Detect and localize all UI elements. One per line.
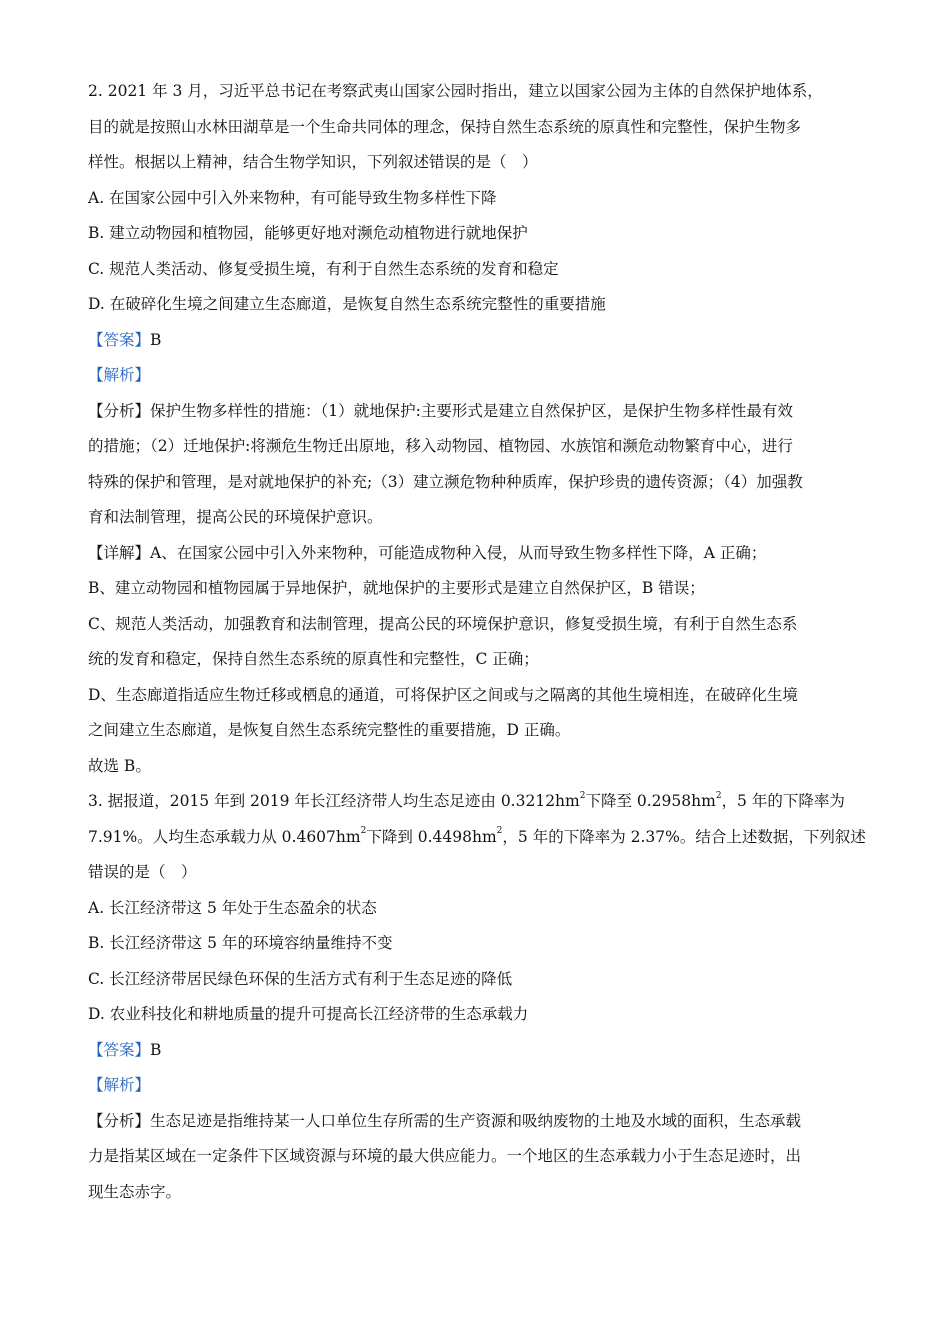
q2-fenxi-line-2: 的措施；（2）迁地保护:将濒危生物迁出原地，移入动物园、植物园、水族馆和濒危动物繁育中心，进行 bbox=[88, 437, 793, 455]
q2-detail-line-2: B、建立动物园和植物园属于异地保护，就地保护的主要形式是建立自然保护区，B 错误； bbox=[88, 579, 705, 597]
q3-stem-line-1 bbox=[88, 784, 868, 820]
q3-option-c: C. 长江经济带居民绿色环保的生活方式有利于生态足迹的降低 bbox=[88, 969, 513, 988]
q3-stem-2b: 下降到 0.4498hm bbox=[366, 827, 497, 846]
q3-option-d: D. 农业科技化和耕地质量的提升可提高长江经济带的生态承载力 bbox=[88, 1005, 529, 1023]
q2-answer bbox=[88, 323, 868, 359]
q3-sup: 2 bbox=[496, 826, 503, 837]
q3-sup: 2 bbox=[579, 790, 586, 801]
q2-option-a: A. 在国家公园中引入外来物种，有可能导致生物多样性下降 bbox=[88, 188, 497, 207]
q3-option-a: A. 长江经济带这 5 年处于生态盈余的状态 bbox=[88, 898, 377, 917]
q2-option-d: D. 在破碎化生境之间建立生态廊道，是恢复自然生态系统完整性的重要措施 bbox=[88, 295, 606, 313]
q3-fenxi-line-2: 力是指某区域在一定条件下区域资源与环境的最大供应能力。一个地区的生态承载力小于生态足迹时，出 bbox=[88, 1147, 802, 1165]
q2-fenxi-line-4: 育和法制管理，提高公民的环境保护意识。 bbox=[88, 508, 383, 526]
q2-stem-line-2: 目的就是按照山水林田湖草是一个生命共同体的理念，保持自然生态系统的原真性和完整性，保护生物多 bbox=[88, 117, 802, 136]
q2-detail-line-1: 【详解】A、在国家公园中引入外来物种，可能造成物种入侵，从而导致生物多样性下降，A 正确； bbox=[88, 543, 767, 562]
q2-analysis-tag: 【解析】 bbox=[88, 366, 151, 384]
q2-detail-line-6: 之间建立生态廊道，是恢复自然生态系统完整性的重要措施，D 正确。 bbox=[88, 721, 571, 739]
question-3 bbox=[88, 784, 868, 1210]
q3-stem-1a: 3. 据报道，2015 年到 2019 年长江经济带人均生态足迹由 0.3212hm bbox=[88, 792, 580, 810]
q2-option-b: B. 建立动物园和植物园，能够更好地对濒危动植物进行就地保护 bbox=[88, 224, 528, 242]
q2-stem-line-3: 样性。根据以上精神，结合生物学知识，下列叙述错误的是（ ） bbox=[88, 153, 538, 171]
q2-detail-line-4: 统的发育和稳定，保持自然生态系统的原真性和完整性，C 正确； bbox=[88, 650, 539, 668]
q3-stem-line-3: 错误的是（ ） bbox=[88, 863, 197, 881]
question-2 bbox=[88, 74, 868, 784]
q3-option-b: B. 长江经济带这 5 年的环境容纳量维持不变 bbox=[88, 934, 393, 952]
q3-stem-2c: ，5 年的下降率为 2.37%。结合上述数据，下列叙述 bbox=[502, 827, 866, 846]
document-content bbox=[88, 74, 868, 1210]
q2-detail-line-3: C、规范人类活动，加强教育和法制管理，提高公民的环境保护意识，修复受损生境，有利于自然生态系 bbox=[88, 614, 798, 633]
q2-answer-tag: 【答案】 bbox=[88, 330, 151, 349]
q3-stem-line-2 bbox=[88, 820, 868, 856]
q3-stem-1b: 下降至 0.2958hm bbox=[585, 792, 716, 810]
q3-answer-tag: 【答案】 bbox=[88, 1040, 151, 1059]
q2-detail-line-5: D、生态廊道指适应生物迁移或栖息的通道，可将保护区之间或与之隔离的其他生境相连，在破碎化生境 bbox=[88, 685, 798, 704]
q3-sup: 2 bbox=[715, 790, 722, 801]
q3-stem-2a: 7.91%。人均生态承载力从 0.4607hm bbox=[88, 827, 361, 846]
q2-option-c: C. 规范人类活动、修复受损生境，有利于自然生态系统的发育和稳定 bbox=[88, 259, 559, 278]
q3-answer bbox=[88, 1033, 868, 1069]
q3-stem-1c: ，5 年的下降率为 bbox=[721, 792, 845, 810]
q3-fenxi-line-3: 现生态赤字。 bbox=[88, 1182, 182, 1201]
q3-analysis-tag: 【解析】 bbox=[88, 1076, 151, 1094]
q3-sup: 2 bbox=[360, 826, 367, 837]
q2-answer-value: B bbox=[150, 330, 162, 349]
q2-fenxi-line-1: 【分析】保护生物多样性的措施：（1）就地保护:主要形式是建立自然保护区，是保护生物多样性最有效 bbox=[88, 401, 793, 420]
q2-fenxi-line-3: 特殊的保护和管理，是对就地保护的补充;（3）建立濒危物种种质库，保护珍贵的遗传资源；（4）加强教 bbox=[88, 472, 803, 491]
q2-conclusion: 故选 B。 bbox=[88, 756, 151, 775]
q3-answer-value: B bbox=[150, 1040, 162, 1059]
q2-stem-line-1: 2. 2021 年 3 月，习近平总书记在考察武夷山国家公园时指出，建立以国家公园为主体的自然保护地体系， bbox=[88, 82, 823, 100]
q3-fenxi-line-1: 【分析】生态足迹是指维持某一人口单位生存所需的生产资源和吸纳废物的土地及水域的面积，生态承载 bbox=[88, 1111, 802, 1130]
